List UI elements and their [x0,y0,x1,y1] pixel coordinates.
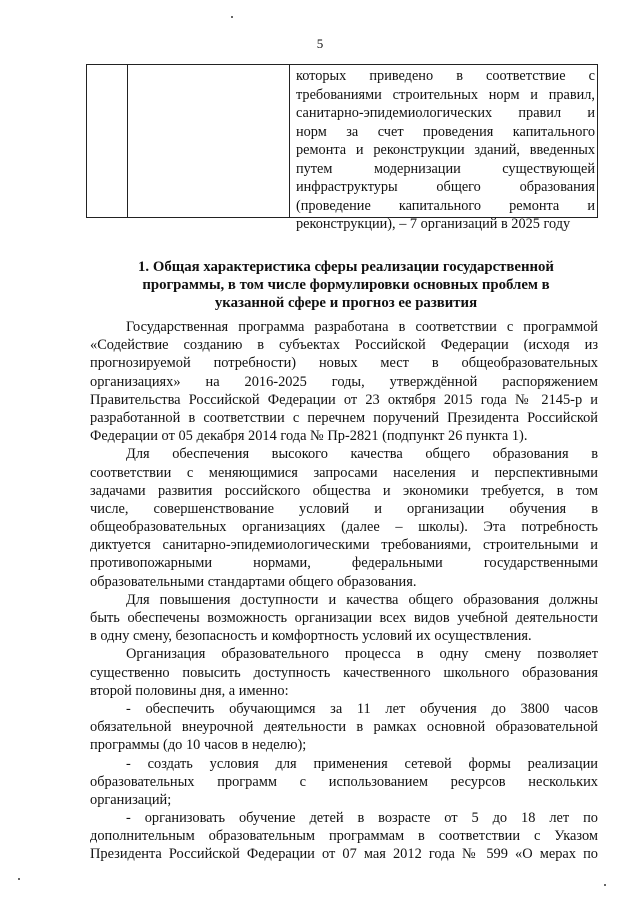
text-line: быть обеспечены возможность организации всех видов учебной деятельности [90,610,598,626]
text-line: Правительства Российской Федерации от 23 октября 2015 года № 2145-р и [90,391,598,408]
text-line: образовательных программ с использованием ресурсов нескольких [90,773,598,790]
text-line: Государственная программа разработана в соответствии с программой [126,319,598,335]
heading-line: 1. Общая характеристика сферы реализации государственной [138,259,554,275]
text-line: Для обеспечения высокого качества общего образования в [126,446,598,463]
paragraph-single-shift [90,591,598,646]
text-line: общеобразовательных организациях (далее – школы). Эта потребность [90,519,598,536]
table-text-line: путем модернизации существующей [296,160,595,177]
text-line: задачами развития российского общества и экономики требуется, в том [90,482,598,499]
scan-speck [231,16,233,18]
heading-line: указанной сфере и прогноз ее развития [214,295,478,311]
text-line: программы (до 10 часов в неделю); [90,737,307,754]
table-text-line: реконструкции), – 7 организаций в 2025 году [296,216,571,232]
table-cell-text [290,65,595,234]
text-line: Федерации от 05 декабря 2014 года № Пр-2821 (подпункт 26 пункта 1). [90,428,528,445]
table-cell-number [87,65,128,217]
table-text-line: инфраструктуры общего образования [296,179,595,195]
text-line: организаций; [90,791,172,808]
scan-speck [604,884,606,886]
scan-speck [18,878,20,880]
text-line: - обеспечить обучающимся за 11 лет обучения до 3800 часов [126,700,598,717]
list-item-network-form [90,755,598,810]
text-line: второй половины дня, а именно: [90,682,289,699]
section-body [90,318,598,864]
table-text-line: санитарно-эпидемиологических правил и [296,105,595,121]
text-line: Президента Российской Федерации от 07 мая 2012 года № 599 «О мерах по [90,846,598,863]
text-line: организациях» на 2016-2025 годы, утверждённой распоряжением [90,373,598,390]
paragraph-process-organization [90,645,598,700]
table-cell-indicator [127,65,290,217]
text-line: образовательными стандартами общего образования. [90,573,417,590]
text-line: дополнительным образовательным программам в соответствии с Указом [90,828,598,845]
heading-line: программы, в том числе формулировки основных проблем в [142,277,550,293]
page-number: 5 [316,36,324,51]
text-line: обязательной внеурочной деятельности в рамках основной образовательной [90,719,598,736]
text-line: разработанной в соответствии с перечнем поручений Президента Российской [90,409,598,426]
text-line: существенно повысить доступность качественного школьного образования [90,664,598,681]
table-text-line: норм за счет проведения капитального [296,123,595,140]
list-item-additional-education [90,809,598,864]
table-text-line: (проведение капитального ремонта и [296,197,595,214]
text-line: числе, совершенствование условий и организации обучения в [90,500,598,517]
table-text-line: ремонта и реконструкции зданий, введенных [296,142,595,158]
paragraph-program-basis [90,318,598,445]
text-line: Для повышения доступности и качества общего образования должны [126,591,598,608]
text-line: Организация образовательного процесса в одну смену позволяет [126,646,598,663]
text-line: - создать условия для применения сетевой формы реализации [126,755,598,772]
list-item-extracurricular [90,700,598,755]
text-line: соответствии с меняющимися запросами населения и перспективными [90,464,598,481]
text-line: в одну смену, безопасность и комфортность условий их осуществления. [90,628,532,645]
table-text-line: которых приведено в соответствие с [296,68,595,84]
paragraph-quality-needs [90,445,598,591]
text-line: противопожарными нормами, федеральными государственными [90,555,598,572]
text-line: прогнозируемой потребности) новых мест в общеобразовательных [90,355,598,372]
text-line: «Содействие созданию в субъектах Российской Федерации (исходя из [90,337,598,354]
table-continuation [86,64,598,232]
text-line: - организовать обучение детей в возрасте от 5 до 18 лет по [126,810,598,827]
section-heading [96,258,596,312]
table-text-line: требованиями строительных норм и правил, [296,86,595,103]
text-line: диктуется санитарно-эпидемиологическими требованиями, строительными и [90,537,598,554]
